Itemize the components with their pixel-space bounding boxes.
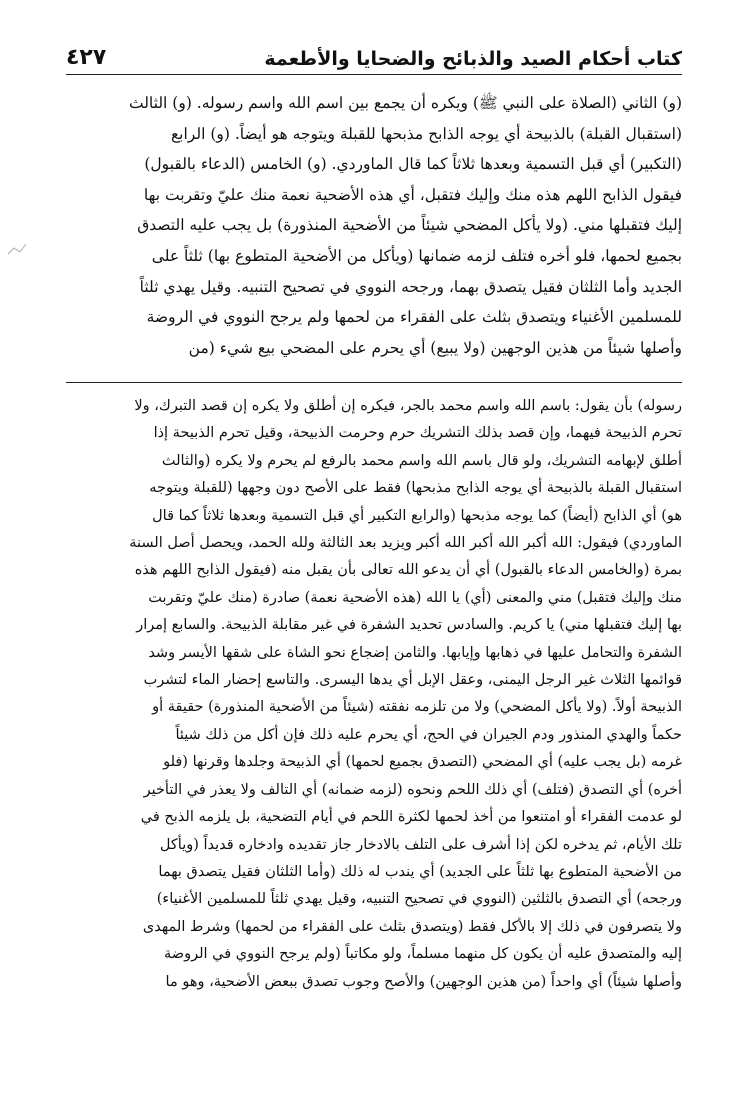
main-text-line: إليك فتقبلها مني. (ولا يأكل المضحي شيئاً من الأضحية المنذورة) بل يجب عليه التصدق (137, 216, 682, 235)
commentary-line: تحرم الذبيحة فيهما، وإن قصد بذلك التشريك حرم وحرمت الذبيحة، وقيل تحرم الذبيحة إذا (153, 425, 682, 442)
main-text-line: وأصلها شيئاً من هذين الوجهين (ولا يبيع) أي يحرم على المضحي بيع شيء (من (188, 338, 682, 357)
commentary-line: حكماً والهدي المنذور ودم الجيران في الحج، أي يحرم عليه ذلك فإن أكل من ذلك شيئاً (175, 726, 682, 743)
main-text-line: (استقبال القبلة) بالذبيحة أي يوجه الذابح مذبحها للقبلة ويتوجه هو أيضاً. (و) الرابع (170, 124, 682, 143)
commentary-line: بها إليك فتقبلها مني) يا كريم. والسادس تحديد الشفرة في غير مقابلة الذبيحة. والسابع إمرار (136, 617, 682, 634)
main-text (66, 88, 682, 363)
main-text-line: بجميع لحمها، فلو أخره فتلف لزمه ضمانها (ويأكل من الأضحية المتطوع بها) ثلثاً على (151, 246, 682, 265)
margin-scribble (6, 240, 28, 260)
commentary-line: قوائمها الثلاث غير الرجل اليمنى، وعقل الإبل أي يدها اليسرى. والتاسع إحضار الماء لتشرب (143, 672, 682, 689)
book-title: كتاب أحكام الصيد والذبائح والضحايا والأطعمة (264, 48, 682, 70)
commentary-line: غرمه (بل يجب عليه) أي المضحي (التصدق بجميع لحمها) أي الذبيحة وجلدها وقرنها (فلو (163, 754, 682, 771)
commentary-line: وأصلها شيئاً) أي واحداً (من هذين الوجهين) والأصح وجوب تصدق ببعض الأضحية، وهو ما (165, 973, 682, 990)
section-divider (66, 382, 682, 383)
main-text-line: الجديد وأما الثلثان فقيل يتصدق بهما، ورجحه النووي في تصحيح التنبيه. وقيل يهدي ثلثاً (139, 277, 682, 296)
commentary-line: منك وإليك فتقبل) مني والمعنى (أي) يا الله (هذه الأضحية نعمة) صادرة (منك عليّ وتقربت (148, 589, 682, 606)
commentary-line: الشفرة والتحامل عليها في ذهابها وإيابها. والثامن إضجاع نحو الشاة على شقها الأيسر وشد (148, 644, 682, 661)
commentary-line: ولا يتصرفون في ذلك إلا بالأكل فقط (ويتصدق بثلث على الفقراء من لحمها) وشرط المهدى (142, 918, 682, 935)
main-text-line: (التكبير) أي قبل التسمية وبعدها ثلاثاً كما قال الماوردي. (و) الخامس (الدعاء بالقبول) (144, 155, 682, 174)
page-number: ٤٢٧ (66, 45, 107, 70)
commentary-line: الماوردي) فيقول: الله أكبر الله أكبر الله أكبر ويزيد بعد الثالثة ولله الحمد، ويحصل أصل السنة (129, 535, 682, 552)
main-text-line: للمسلمين الأغنياء ويتصدق بثلث على الفقراء من لحمها ولم يرجح النووي في الروضة (146, 308, 682, 327)
commentary-line: إليه والمتصدق عليه أن يكون كل منهما مسلماً، ولو مكاتباً (ولم يرجح النووي في الروضة (164, 946, 682, 963)
commentary-line: ورجحه) أي التصدق بالثلثين (النووي في تصحيح التنبيه، وقيل يهدي ثلثاً للمسلمين الأغنياء) (156, 891, 682, 908)
commentary-line: بمرة (والخامس الدعاء بالقبول) أي أن يدعو الله تعالى بأن يقبل منه (فيقول الذابح اللهم هذه (134, 562, 682, 579)
running-header (66, 36, 682, 75)
commentary-text (66, 393, 682, 996)
commentary-line: أطلق لإبهامه التشريك، ولو قال باسم الله واسم محمد بالرفع لم يحرم ولا يكره (والثالث (161, 452, 682, 469)
commentary-line: أخره) أي التصدق (فتلف) أي ذلك اللحم ونحوه (لزمه ضمانه) أي التالف ولا يعذر في التأخير (143, 781, 682, 798)
main-text-line: (و) الثاني (الصلاة على النبي ﷺ) ويكره أن يجمع بين اسم الله واسم رسوله. (و) الثالث (128, 94, 682, 112)
main-text-line: فيقول الذابح اللهم هذه منك وإليك فتقبل، أي هذه الأضحية نعمة منك عليّ وتقربت بها (143, 185, 682, 204)
commentary-line: الذبيحة أولاً. (ولا يأكل المضحي) ولا من تلزمه نفقته (شيئاً من الأضحية المنذورة) حقيقة أو (152, 699, 682, 716)
commentary-line: تلك الأيام، ثم يدخره لكن إذا أشرف على التلف بالادخار جاز تقديده وادخاره قديداً (ويأكل (159, 836, 682, 853)
commentary-line: استقبال القبلة بالذبيحة أي يوجه الذابح مذبحها) فقط على الأصح دون وجهها (للقبلة ويتوجه (149, 480, 682, 497)
commentary-line: من الأضحية المتطوع بها ثلثاً على الجديد) أي يندب له ذلك (وأما الثلثان فقيل يتصدق بهما (158, 863, 682, 880)
commentary-line: هو) أي الذابح (أيضاً) كما يوجه مذبحها (والرابع التكبير أي قبل التسمية وبعدها ثلاثاً كما قال (152, 507, 682, 524)
commentary-line: رسوله) بأن يقول: باسم الله واسم محمد بالجر، فيكره إن أطلق ولا يكره إن قصد التبرك، ولا (134, 398, 682, 414)
commentary-line: لو عدمت الفقراء أو امتنعوا من أخذ لحمها لكثرة اللحم في أيام التضحية، بل يلزمه الذبح في (140, 809, 682, 826)
